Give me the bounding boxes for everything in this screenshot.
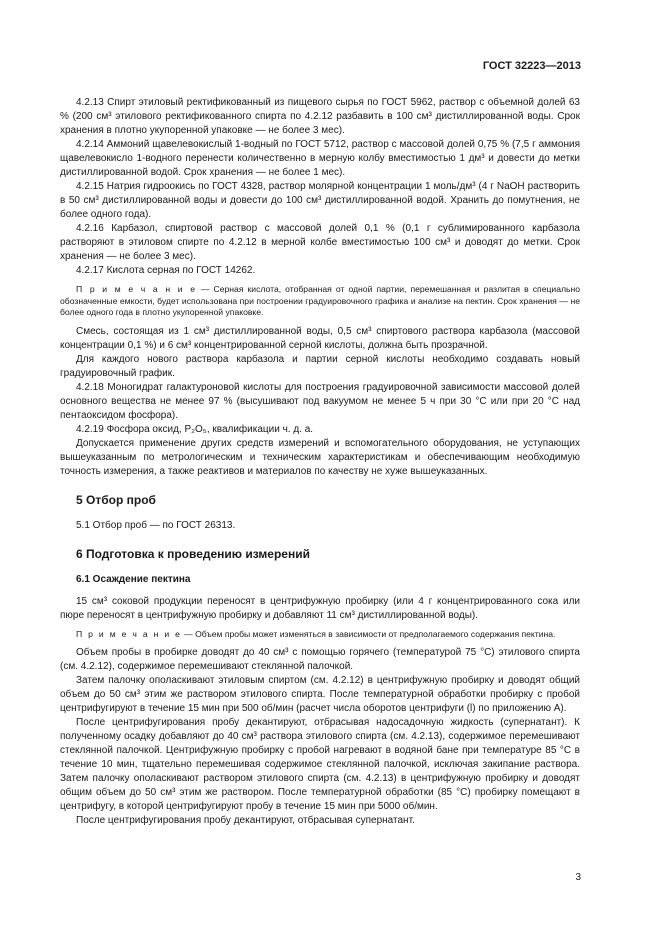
paragraph-6-1-decant: После центрифугирования пробу декантируют, отбрасывая надосадочную жидкость (супернатант). К полученному осадку добавляют до 40 см³ раствора этилового спирта (см. 4.2.13), содержимое перемешивают стеклянной палочкой. Центрифужную пробирку с пробой нагревают в водяной бане при температуре 85 °C в течение 10 мин, тщательно перемешивая содержимое стеклянной палочкой, исключая закипание раствора. Затем палочку ополаскивают раствором этилового спирта (см. 4.2.13) в центрифужную пробирку и доводят общим объем до 50 см³ этим же раствором. После температурной обработки (85 °C) пробирку помещают в центрифугу, в которой центрифугируют пробу в течение 15 мин при 5000 об/мин. <box>60 717 580 812</box>
note-sample-volume <box>60 629 580 641</box>
section-6-title: 6 Подготовка к проведению измерений <box>76 546 310 561</box>
paragraph-6-1-sample: 15 см³ соковой продукции переносят в центрифужную пробирку (или 4 г концентрированного сока или пюре переносят в центрифужную пробирку и добавляют 11 см³ дистиллированной воды). <box>60 595 580 621</box>
paragraph-4-2-19: 4.2.19 Фосфора оксид, P₂O₅, квалификации ч. д. а. <box>76 423 314 435</box>
paragraph-4-2-16: 4.2.16 Карбазол, спиртовой раствор с массовой долей 0,1 % (0,1 г сублимированного карбазола растворяют в этиловом спирте по 4.2.12 в мерной колбе вместимостью 100 см³ и доводят до метки. Срок хранения — не более 3 мес). <box>60 223 580 262</box>
page-content <box>60 96 580 828</box>
paragraph-6-1-rinse: Затем палочку ополаскивают этиловым спиртом (см. 4.2.12) в центрифужную пробирку и доводят общий объем до 50 см³ этим же раствором этилового спирта. После температурной обработки пробирку с пробой центрифугируют в течение 15 мин при 500 об/мин (расчет числа оборотов центрифуги (l) по приложению А). <box>60 675 580 714</box>
note-text: — Серная кислота, отобранная от одной партии, перемешанная и разлитая в специально обозначенные емкости, будет использована при построении градуировочного графика и анализе на пектин. Срок хранения — не более одного года в плотно укупоренной упаковке. <box>60 284 580 317</box>
page-number: 3 <box>575 872 581 883</box>
paragraph-4-2-18: 4.2.18 Моногидрат галактуроновой кислоты для построения градуировочной зависимости массовой долей основного вещества не менее 97 % (высушивают под вакуумом не менее 5 ч при 30 °C или при 20 °C над пентаоксидом фосфора). <box>60 381 580 421</box>
paragraph-calibration-graph: Для каждого нового раствора карбазола и партии серной кислоты необходимо создавать новый градуировочный график. <box>60 353 580 379</box>
note-sulfuric-acid <box>60 284 580 319</box>
note-label: П р и м е ч а н и е <box>76 284 197 294</box>
paragraph-mixture: Смесь, состоящая из 1 см³ дистиллированной воды, 0,5 см³ спиртового раствора карбазола (массовой концентрации 0,1 %) и 6 см³ концентрированной серной кислоты, должна быть прозрачной. <box>60 325 580 351</box>
paragraph-4-2-14: 4.2.14 Аммоний щавелевокислый 1-водный по ГОСТ 5712, раствор с массовой долей 0,75 % (7,5 г аммония щавелевокисло 1-водного перенести количественно в мерную колбу вместимостью 1 дм³ и довести до метки дистиллированной водой. Срок хранения — не более 1 мес). <box>60 139 580 178</box>
paragraph-allowed-equipment: Допускается применение других средств измерений и вспомогательного оборудования, не уступающих вышеуказанным по метрологическим и техническим характеристикам и обеспечивающим необходимую точность измерения, а также реактивов и материалов по качеству не хуже вышеуказанных. <box>60 437 580 477</box>
paragraph-5-1: 5.1 Отбор проб — по ГОСТ 26313. <box>76 519 236 531</box>
paragraph-4-2-13: 4.2.13 Спирт этиловый ректификованный из пищевого сырья по ГОСТ 5962, раствор с объемной долей 63 % (200 см³ этилового ректификованного спирта по 4.2.12 разбавить в 100 см³ дистиллированной воды. Срок хранения в плотно укупоренной упаковке — не более 3 мес). <box>60 97 580 136</box>
document-header: ГОСТ 32223—2013 <box>482 60 581 72</box>
paragraph-6-1-volume: Объем пробы в пробирке доводят до 40 см³ с помощью горячего (температурой 75 °C) этилового спирта (см. 4.2.12), содержимое перемешивают стеклянной палочкой. <box>60 647 580 672</box>
paragraph-4-2-15: 4.2.15 Натрия гидроокись по ГОСТ 4328, раствор молярной концентрации 1 моль/дм³ (4 г NaOH растворить в 50 см³ дистиллированной воды и довести до 100 см³ дистиллированной водой. Хранить до помутнения, не более одного года). <box>60 181 580 220</box>
note-text: — Объем пробы может изменяться в зависимости от предполагаемого содержания пектина. <box>181 628 556 639</box>
paragraph-4-2-17: 4.2.17 Кислота серная по ГОСТ 14262. <box>76 265 256 276</box>
section-5-title: 5 Отбор проб <box>76 492 156 507</box>
paragraph-6-1-final: После центрифугирования пробу декантируют, отбрасывая супернатант. <box>76 815 415 826</box>
note-label: П р и м е ч а н и е <box>76 628 182 639</box>
subsection-6-1-title: 6.1 Осаждение пектина <box>76 573 191 585</box>
